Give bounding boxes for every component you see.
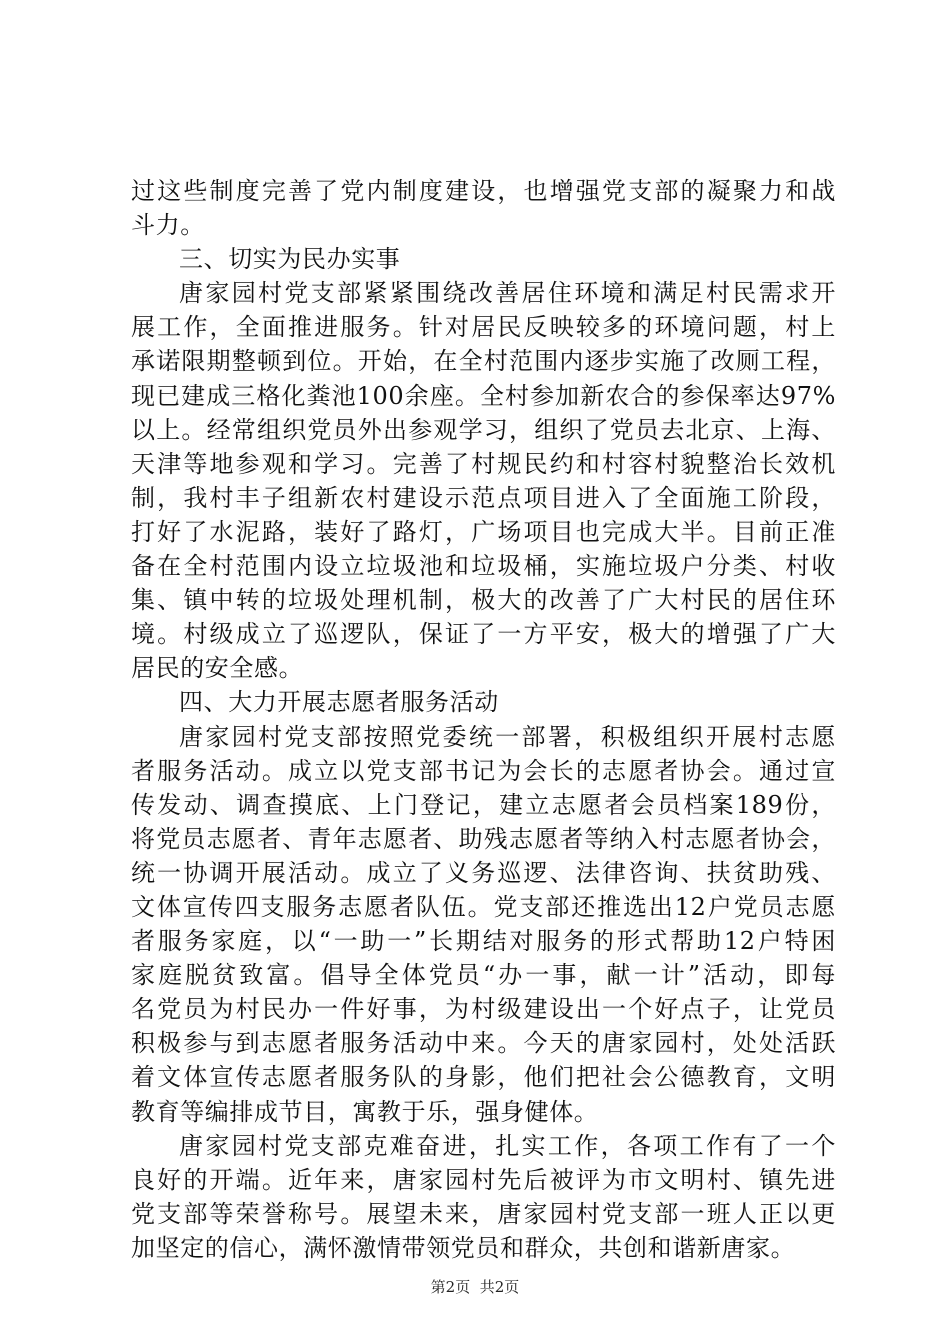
text-line: 将党员志愿者、青年志愿者、助残志愿者等纳入村志愿者协会， bbox=[131, 824, 836, 853]
text-line: 境。村级成立了巡逻队，保证了一方平安，极大的增强了广大 bbox=[131, 620, 836, 649]
text-line: 良好的开端。近年来，唐家园村先后被评为市文明村、镇先进 bbox=[131, 1165, 836, 1194]
text-line: 名党员为村民办一件好事，为村级建设出一个好点子，让党员 bbox=[131, 995, 836, 1024]
text-line: 现已建成三格化粪池100余座。全村参加新农合的参保率达97% bbox=[131, 381, 836, 410]
text-line: 打好了水泥路，装好了路灯，广场项目也完成大半。目前正准 bbox=[131, 517, 836, 546]
page-number-total: 共2页 bbox=[479, 1278, 520, 1296]
footer-separator bbox=[470, 1278, 480, 1296]
text-line: 展工作，全面推进服务。针对居民反映较多的环境问题，村上 bbox=[131, 313, 836, 342]
text-line: 唐家园村党支部紧紧围绕改善居住环境和满足村民需求开 bbox=[179, 279, 836, 308]
text-line: 集、镇中转的垃圾处理机制，极大的改善了广大村民的居住环 bbox=[131, 586, 836, 615]
text-line: 加坚定的信心，满怀激情带领党员和群众，共创和谐新唐家。 bbox=[131, 1233, 796, 1262]
text-line: 者服务活动。成立以党支部书记为会长的志愿者协会。通过宣 bbox=[131, 756, 836, 785]
text-line: 积极参与到志愿者服务活动中来。今天的唐家园村，处处活跃 bbox=[131, 1029, 836, 1058]
text-line: 三、切实为民办实事 bbox=[179, 245, 401, 274]
document-body bbox=[131, 174, 836, 1265]
text-line: 党支部等荣誉称号。展望未来，唐家园村党支部一班人正以更 bbox=[131, 1199, 836, 1228]
text-line: 唐家园村党支部按照党委统一部署，积极组织开展村志愿 bbox=[179, 722, 836, 751]
page-number-current: 第2页 bbox=[430, 1278, 471, 1296]
text-line: 斗力。 bbox=[131, 211, 205, 240]
text-line: 统一协调开展活动。成立了义务巡逻、法律咨询、扶贫助残、 bbox=[131, 858, 836, 887]
text-line: 四、大力开展志愿者服务活动 bbox=[179, 688, 499, 717]
text-line: 教育等编排成节目，寓教于乐，强身健体。 bbox=[131, 1097, 599, 1126]
text-line: 唐家园村党支部克难奋进，扎实工作，各项工作有了一个 bbox=[179, 1131, 836, 1160]
page-footer bbox=[0, 1276, 950, 1297]
text-line: 传发动、调查摸底、上门登记，建立志愿者会员档案189份， bbox=[131, 790, 836, 819]
text-line: 备在全村范围内设立垃圾池和垃圾桶，实施垃圾户分类、村收 bbox=[131, 552, 836, 581]
text-line: 家庭脱贫致富。倡导全体党员“办一事，献一计”活动，即每 bbox=[131, 961, 836, 990]
text-line: 者服务家庭，以“一助一”长期结对服务的形式帮助12户特困 bbox=[131, 927, 836, 956]
text-line: 天津等地参观和学习。完善了村规民约和村容村貌整治长效机 bbox=[131, 449, 836, 478]
text-line: 承诺限期整顿到位。开始，在全村范围内逐步实施了改厕工程， bbox=[131, 347, 836, 376]
text-line: 着文体宣传志愿者服务队的身影，他们把社会公德教育，文明 bbox=[131, 1063, 836, 1092]
text-line: 过这些制度完善了党内制度建设，也增强党支部的凝聚力和战 bbox=[131, 177, 836, 205]
text-line: 制，我村丰子组新农村建设示范点项目进入了全面施工阶段， bbox=[131, 483, 836, 512]
text-line: 文体宣传四支服务志愿者队伍。党支部还推选出12户党员志愿 bbox=[131, 892, 836, 921]
text-line: 居民的安全感。 bbox=[131, 654, 304, 683]
text-line: 以上。经常组织党员外出参观学习，组织了党员去北京、上海、 bbox=[131, 415, 836, 444]
